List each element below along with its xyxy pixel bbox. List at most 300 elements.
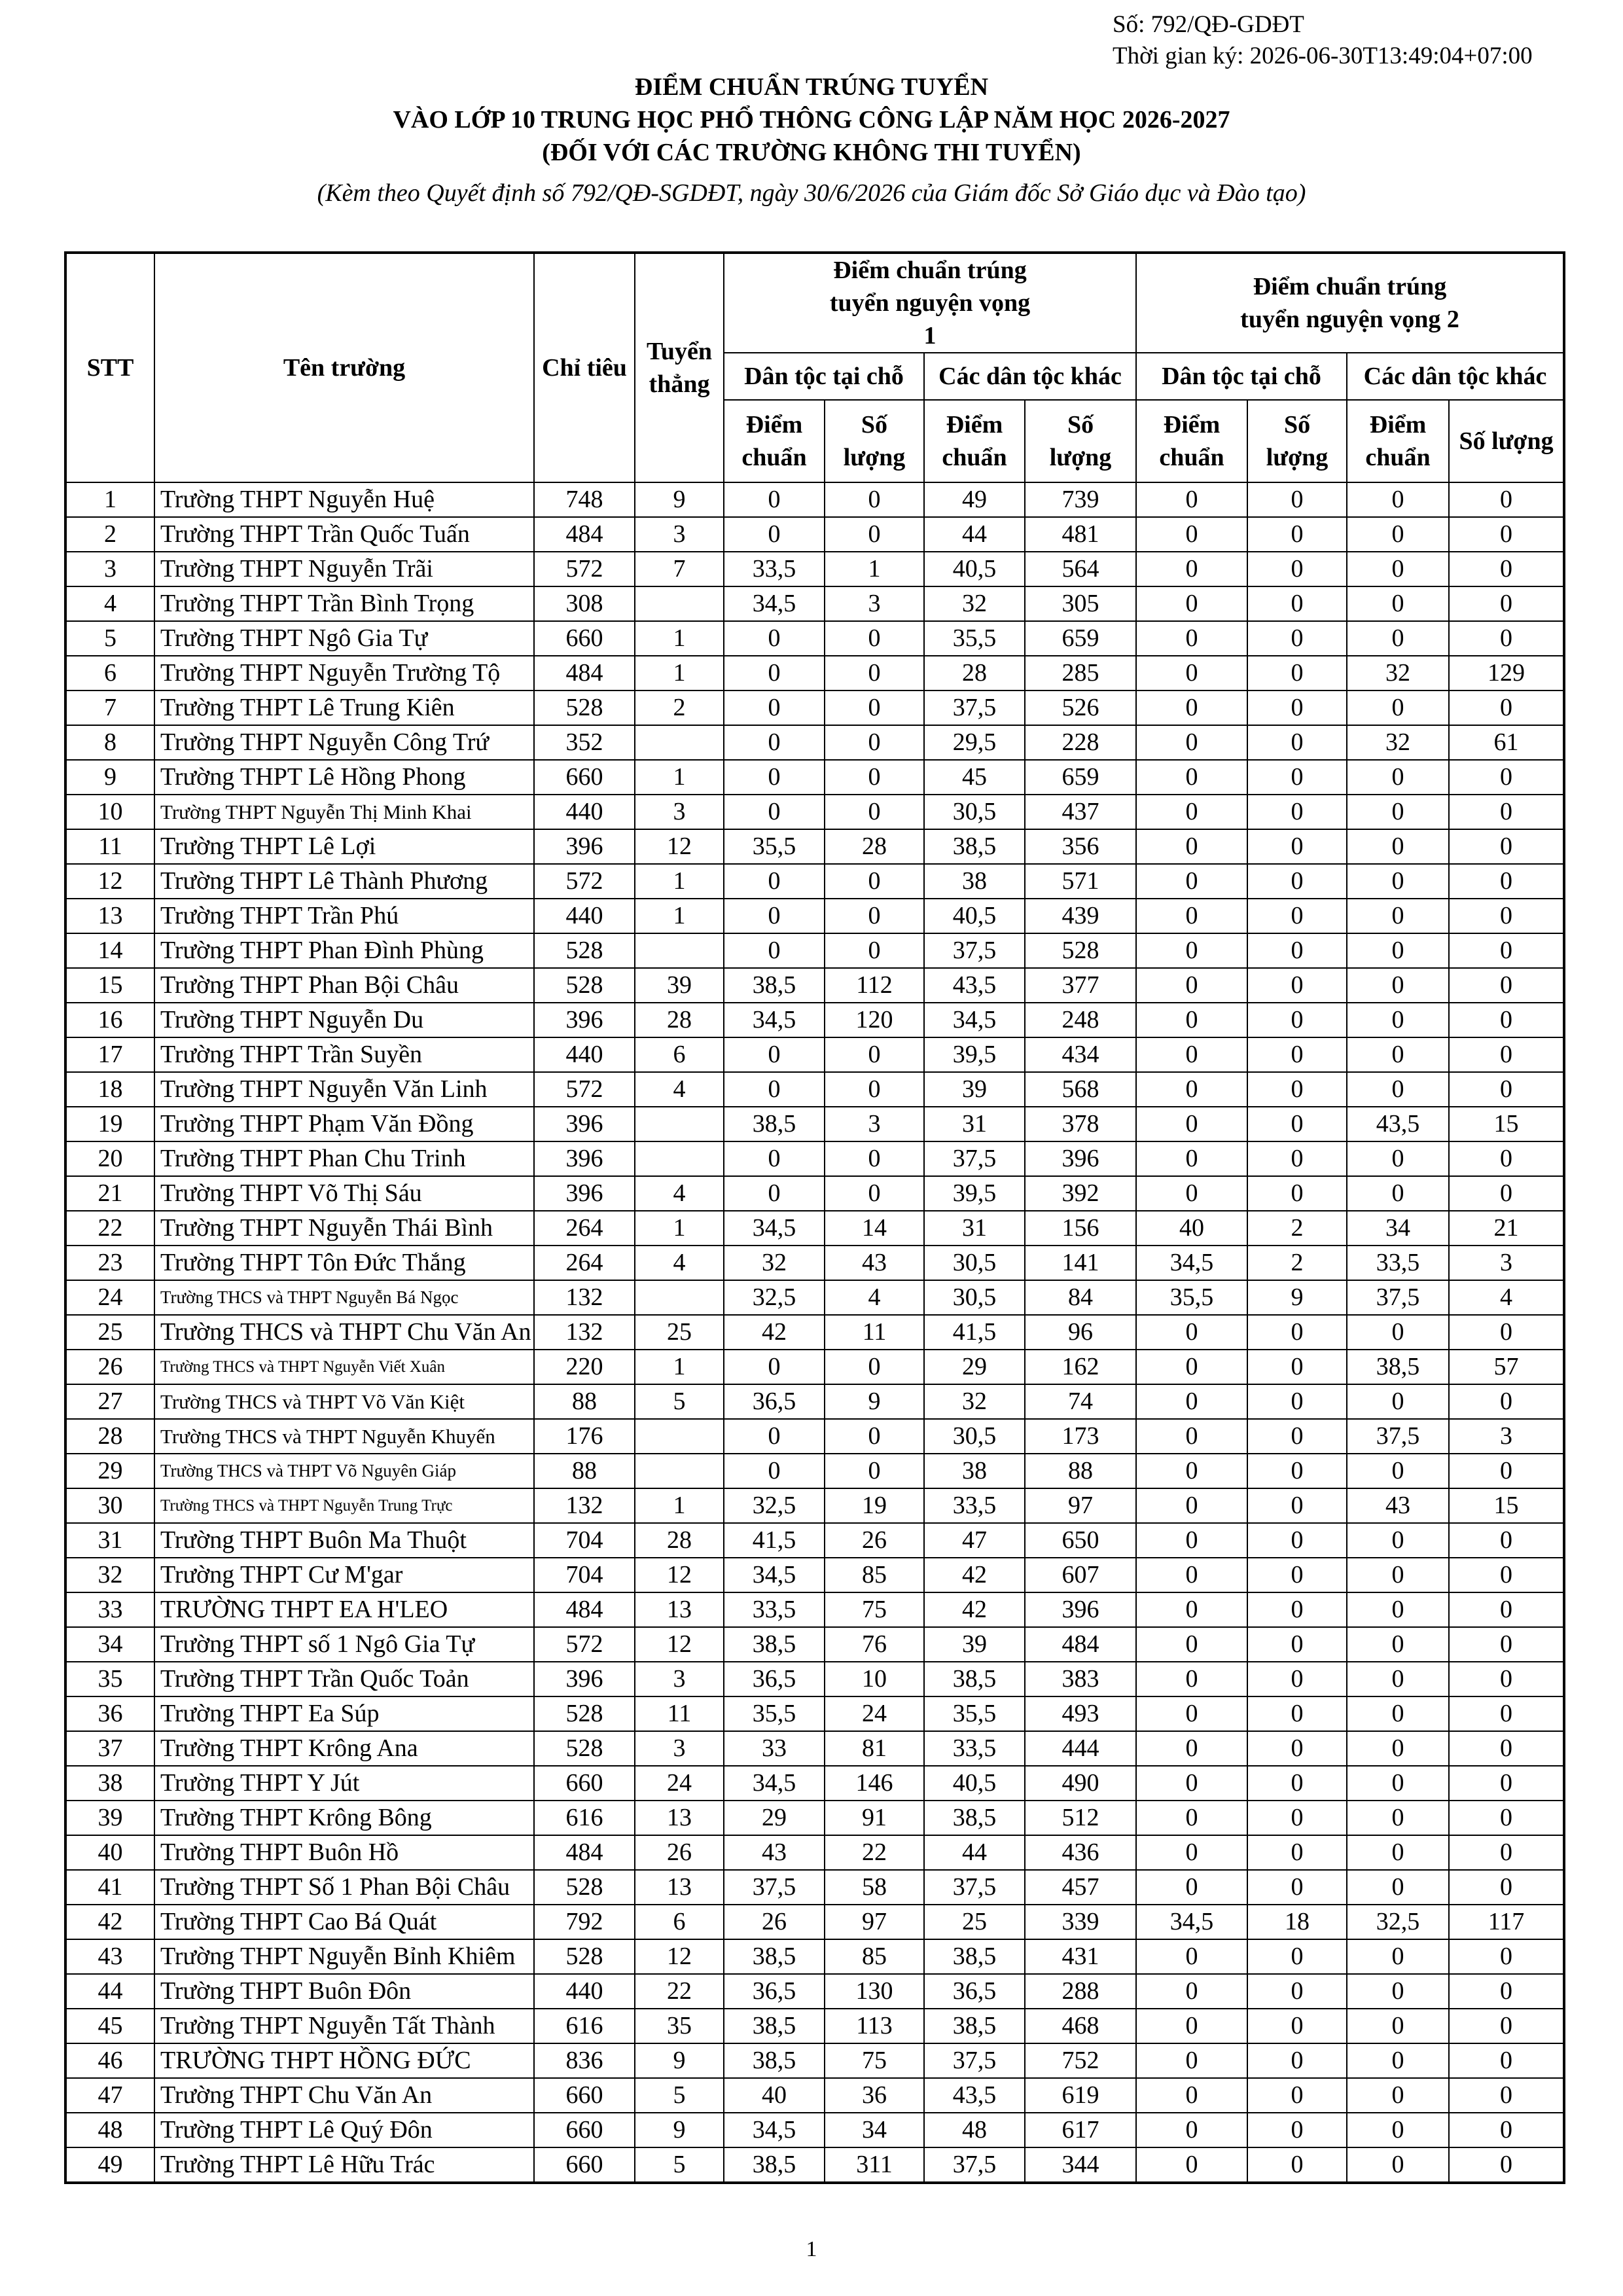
nv2-other-score-cell: 0 — [1347, 2043, 1449, 2078]
quota-cell: 396 — [534, 1662, 635, 1696]
quota-cell: 264 — [534, 1211, 635, 1246]
direct-cell — [635, 1280, 724, 1315]
nv2-other-count-cell: 0 — [1449, 1523, 1564, 1558]
nv2-other-score-cell: 0 — [1347, 2147, 1449, 2183]
nv2-other-score-cell: 0 — [1347, 1003, 1449, 1037]
nv1-local-count-cell: 0 — [825, 725, 924, 760]
nv2-other-count-cell: 3 — [1449, 1419, 1564, 1454]
nv1-local-score-cell: 0 — [724, 760, 825, 795]
quota-cell: 572 — [534, 864, 635, 899]
stt-cell: 35 — [65, 1662, 154, 1696]
nv1-local-count-cell: 28 — [825, 829, 924, 864]
nv1-local-score-cell: 33 — [724, 1731, 825, 1766]
nv2-local-score-cell: 0 — [1136, 760, 1247, 795]
nv1-other-count-cell: 97 — [1025, 1488, 1136, 1523]
nv2-other-score-cell: 0 — [1347, 621, 1449, 656]
nv2-other-count-cell: 4 — [1449, 1280, 1564, 1315]
direct-cell: 12 — [635, 1939, 724, 1974]
school-name-cell: Trường THPT Số 1 Phan Bội Châu — [154, 1870, 534, 1905]
nv2-local-score-cell: 0 — [1136, 795, 1247, 829]
table-row — [65, 2078, 1564, 2113]
direct-cell: 28 — [635, 1003, 724, 1037]
nv1-local-score-cell: 36,5 — [724, 1974, 825, 2009]
quota-cell: 704 — [534, 1523, 635, 1558]
stt-cell: 23 — [65, 1246, 154, 1280]
school-name-cell: Trường THPT Krông Bông — [154, 1801, 534, 1835]
direct-cell: 35 — [635, 2009, 724, 2043]
nv1-other-count-cell: 490 — [1025, 1766, 1136, 1801]
quota-cell: 572 — [534, 552, 635, 586]
nv1-other-score-cell: 44 — [924, 517, 1025, 552]
nv1-local-score-cell: 0 — [724, 933, 825, 968]
nv2-local-score-cell: 0 — [1136, 899, 1247, 933]
nv2-other-score-cell: 32 — [1347, 656, 1449, 691]
nv1-local-score-cell: 34,5 — [724, 1558, 825, 1592]
school-name-cell: Trường THPT Lê Trung Kiên — [154, 691, 534, 725]
stt-cell: 31 — [65, 1523, 154, 1558]
direct-cell: 9 — [635, 2113, 724, 2147]
direct-cell: 12 — [635, 1558, 724, 1592]
nv1-other-score-cell: 31 — [924, 1107, 1025, 1141]
nv2-other-count-cell: 0 — [1449, 829, 1564, 864]
nv2-local-count-cell: 0 — [1247, 1662, 1347, 1696]
nv1-local-score-cell: 32,5 — [724, 1488, 825, 1523]
quota-cell: 528 — [534, 691, 635, 725]
direct-cell: 22 — [635, 1974, 724, 2009]
direct-cell: 5 — [635, 1384, 724, 1419]
quota-cell: 660 — [534, 2078, 635, 2113]
nv2-other-score-cell: 37,5 — [1347, 1280, 1449, 1315]
nv1-other-score-cell: 38,5 — [924, 1939, 1025, 1974]
nv1-other-score-cell: 38,5 — [924, 829, 1025, 864]
nv1-other-score-cell: 43,5 — [924, 968, 1025, 1003]
nv1-other-score-cell: 40,5 — [924, 1766, 1025, 1801]
nv2-other-score-cell: 34 — [1347, 1211, 1449, 1246]
nv1-local-count-cell: 0 — [825, 482, 924, 517]
nv1-local-count-cell: 75 — [825, 2043, 924, 2078]
nv2-local-count-cell: 0 — [1247, 1766, 1347, 1801]
nv1-local-count-cell: 81 — [825, 1731, 924, 1766]
quota-cell: 616 — [534, 1801, 635, 1835]
direct-cell: 3 — [635, 517, 724, 552]
school-name-cell: Trường THPT Trần Bình Trọng — [154, 586, 534, 621]
nv1-local-count-cell: 1 — [825, 552, 924, 586]
nv1-local-score-cell: 42 — [724, 1315, 825, 1350]
nv2-local-count-cell: 0 — [1247, 552, 1347, 586]
stt-cell: 45 — [65, 2009, 154, 2043]
quota-cell: 528 — [534, 1731, 635, 1766]
nv2-other-count-cell: 15 — [1449, 1488, 1564, 1523]
stt-cell: 2 — [65, 517, 154, 552]
school-name-cell: Trường THPT Nguyễn Văn Linh — [154, 1072, 534, 1107]
direct-cell — [635, 586, 724, 621]
nv2-local-score-cell: 0 — [1136, 2043, 1247, 2078]
nv1-other-score-cell: 39,5 — [924, 1176, 1025, 1211]
nv2-local-score-cell: 0 — [1136, 691, 1247, 725]
school-name-cell: Trường THPT Lê Hồng Phong — [154, 760, 534, 795]
nv1-local-count-cell: 0 — [825, 621, 924, 656]
nv2-other-score-cell: 0 — [1347, 968, 1449, 1003]
nv2-local-score-cell: 0 — [1136, 1801, 1247, 1835]
nv2-other-count-cell: 0 — [1449, 1801, 1564, 1835]
nv2-other-score-cell: 0 — [1347, 1592, 1449, 1627]
nv2-local-score-cell: 0 — [1136, 829, 1247, 864]
stt-cell: 6 — [65, 656, 154, 691]
nv1-local-score-cell: 38,5 — [724, 2147, 825, 2183]
stt-cell: 1 — [65, 482, 154, 517]
nv2-local-score-cell: 0 — [1136, 968, 1247, 1003]
nv1-other-score-cell: 32 — [924, 586, 1025, 621]
quota-cell: 528 — [534, 1870, 635, 1905]
stt-cell: 49 — [65, 2147, 154, 2183]
nv2-other-score-cell: 37,5 — [1347, 1419, 1449, 1454]
nv2-local-score-cell: 34,5 — [1136, 1246, 1247, 1280]
school-name-cell: Trường THPT Lê Lợi — [154, 829, 534, 864]
nv1-local-score-cell: 0 — [724, 517, 825, 552]
header-nv2: Điểm chuẩn trúng tuyển nguyện vọng 2 — [1136, 253, 1564, 353]
stt-cell: 42 — [65, 1905, 154, 1939]
nv2-local-score-cell: 0 — [1136, 656, 1247, 691]
school-name-cell: Trường THPT Nguyễn Du — [154, 1003, 534, 1037]
nv1-other-count-cell: 739 — [1025, 482, 1136, 517]
nv1-other-count-cell: 228 — [1025, 725, 1136, 760]
nv1-local-score-cell: 0 — [724, 1419, 825, 1454]
nv2-local-score-cell: 35,5 — [1136, 1280, 1247, 1315]
nv2-local-count-cell: 0 — [1247, 1731, 1347, 1766]
school-name-cell: Trường THCS và THPT Nguyễn Trung Trực — [154, 1488, 534, 1523]
nv1-other-score-cell: 38 — [924, 864, 1025, 899]
table-row — [65, 1037, 1564, 1072]
nv2-local-score-cell: 0 — [1136, 1072, 1247, 1107]
nv2-other-count-cell: 0 — [1449, 1835, 1564, 1870]
quota-cell: 748 — [534, 482, 635, 517]
nv1-other-count-cell: 162 — [1025, 1350, 1136, 1384]
nv1-other-score-cell: 38,5 — [924, 1801, 1025, 1835]
direct-cell: 9 — [635, 482, 724, 517]
nv1-other-score-cell: 47 — [924, 1523, 1025, 1558]
nv2-local-count-cell: 0 — [1247, 1835, 1347, 1870]
table-row — [65, 1523, 1564, 1558]
nv1-local-count-cell: 85 — [825, 1939, 924, 1974]
direct-cell: 1 — [635, 1350, 724, 1384]
nv2-local-count-cell: 0 — [1247, 1627, 1347, 1662]
quota-cell: 484 — [534, 1835, 635, 1870]
nv2-other-score-cell: 38,5 — [1347, 1350, 1449, 1384]
nv2-local-score-cell: 0 — [1136, 1627, 1247, 1662]
stt-cell: 19 — [65, 1107, 154, 1141]
nv2-local-count-cell: 0 — [1247, 586, 1347, 621]
direct-cell: 28 — [635, 1523, 724, 1558]
nv2-local-score-cell: 0 — [1136, 1558, 1247, 1592]
nv1-local-count-cell: 0 — [825, 795, 924, 829]
nv1-other-score-cell: 35,5 — [924, 1696, 1025, 1731]
nv2-other-count-cell: 0 — [1449, 1558, 1564, 1592]
decision-number: Số: 792/QĐ-GDĐT — [1113, 11, 1304, 38]
nv2-other-score-cell: 43,5 — [1347, 1107, 1449, 1141]
nv1-local-score-cell: 32 — [724, 1246, 825, 1280]
table-row — [65, 968, 1564, 1003]
school-name-cell: Trường THPT Phan Chu Trinh — [154, 1141, 534, 1176]
quota-cell: 132 — [534, 1315, 635, 1350]
nv1-local-score-cell: 32,5 — [724, 1280, 825, 1315]
stt-cell: 20 — [65, 1141, 154, 1176]
nv1-local-count-cell: 43 — [825, 1246, 924, 1280]
document-title-block — [0, 71, 1623, 209]
nv2-local-score-cell: 0 — [1136, 933, 1247, 968]
table-row — [65, 795, 1564, 829]
table-row — [65, 1176, 1564, 1211]
title-line-1: ĐIỂM CHUẨN TRÚNG TUYỂN — [634, 73, 989, 101]
stt-cell: 47 — [65, 2078, 154, 2113]
nv1-other-count-cell: 564 — [1025, 552, 1136, 586]
nv1-local-count-cell: 75 — [825, 1592, 924, 1627]
quota-cell: 132 — [534, 1488, 635, 1523]
nv1-local-count-cell: 0 — [825, 656, 924, 691]
direct-cell: 6 — [635, 1037, 724, 1072]
nv2-other-score-cell: 0 — [1347, 2113, 1449, 2147]
nv2-local-count-cell: 0 — [1247, 1141, 1347, 1176]
nv1-local-score-cell: 0 — [724, 1141, 825, 1176]
quota-cell: 660 — [534, 2113, 635, 2147]
nv1-other-score-cell: 41,5 — [924, 1315, 1025, 1350]
nv2-other-score-cell: 0 — [1347, 795, 1449, 829]
nv2-other-count-cell: 0 — [1449, 2078, 1564, 2113]
header-stt: STT — [65, 253, 154, 482]
table-row — [65, 1731, 1564, 1766]
stt-cell: 13 — [65, 899, 154, 933]
quota-cell: 308 — [534, 586, 635, 621]
school-name-cell: Trường THCS và THPT Nguyễn Bá Ngọc — [154, 1280, 534, 1315]
nv2-local-count-cell: 2 — [1247, 1211, 1347, 1246]
nv2-other-score-cell: 0 — [1347, 2009, 1449, 2043]
nv2-other-count-cell: 0 — [1449, 968, 1564, 1003]
direct-cell — [635, 933, 724, 968]
nv1-other-score-cell: 37,5 — [924, 2147, 1025, 2183]
school-name-cell: Trường THCS và THPT Võ Nguyên Giáp — [154, 1454, 534, 1488]
nv2-other-count-cell: 0 — [1449, 1384, 1564, 1419]
nv2-local-score-cell: 0 — [1136, 1870, 1247, 1905]
nv1-other-score-cell: 45 — [924, 760, 1025, 795]
school-name-cell: Trường THPT Nguyễn Thị Minh Khai — [154, 795, 534, 829]
nv2-local-score-cell: 0 — [1136, 1454, 1247, 1488]
nv2-local-count-cell: 0 — [1247, 1592, 1347, 1627]
table-row — [65, 691, 1564, 725]
stt-cell: 7 — [65, 691, 154, 725]
nv1-other-score-cell: 29 — [924, 1350, 1025, 1384]
nv1-local-count-cell: 97 — [825, 1905, 924, 1939]
nv1-other-count-cell: 512 — [1025, 1801, 1136, 1835]
nv2-local-score-cell: 0 — [1136, 1939, 1247, 1974]
nv2-local-count-cell: 0 — [1247, 517, 1347, 552]
header-nv2-local: Dân tộc tại chỗ — [1136, 353, 1347, 400]
nv2-local-score-cell: 0 — [1136, 2078, 1247, 2113]
stt-cell: 16 — [65, 1003, 154, 1037]
nv2-other-score-cell: 0 — [1347, 1766, 1449, 1801]
table-row — [65, 656, 1564, 691]
table-row — [65, 1315, 1564, 1350]
nv2-other-count-cell: 57 — [1449, 1350, 1564, 1384]
nv2-other-score-cell: 0 — [1347, 1870, 1449, 1905]
nv1-local-score-cell: 0 — [724, 1037, 825, 1072]
nv2-local-count-cell: 2 — [1247, 1246, 1347, 1280]
table-row — [65, 517, 1564, 552]
nv1-other-score-cell: 42 — [924, 1558, 1025, 1592]
stt-cell: 15 — [65, 968, 154, 1003]
nv1-other-score-cell: 32 — [924, 1384, 1025, 1419]
nv2-other-count-cell: 0 — [1449, 517, 1564, 552]
school-name-cell: Trường THPT Võ Thị Sáu — [154, 1176, 534, 1211]
quota-cell: 528 — [534, 968, 635, 1003]
nv2-local-count-cell: 0 — [1247, 1384, 1347, 1419]
nv1-local-count-cell: 0 — [825, 1454, 924, 1488]
nv2-local-score-cell: 0 — [1136, 552, 1247, 586]
nv1-local-count-cell: 0 — [825, 691, 924, 725]
nv2-local-count-cell: 0 — [1247, 1315, 1347, 1350]
nv2-other-score-cell: 0 — [1347, 1627, 1449, 1662]
nv2-other-count-cell: 0 — [1449, 795, 1564, 829]
direct-cell: 9 — [635, 2043, 724, 2078]
direct-cell: 1 — [635, 760, 724, 795]
stt-cell: 17 — [65, 1037, 154, 1072]
nv2-other-count-cell: 0 — [1449, 1315, 1564, 1350]
table-row — [65, 1627, 1564, 1662]
direct-cell: 13 — [635, 1592, 724, 1627]
direct-cell: 3 — [635, 1662, 724, 1696]
direct-cell: 5 — [635, 2078, 724, 2113]
stt-cell: 28 — [65, 1419, 154, 1454]
nv1-other-count-cell: 493 — [1025, 1696, 1136, 1731]
nv1-other-count-cell: 444 — [1025, 1731, 1136, 1766]
nv2-other-score-cell: 0 — [1347, 691, 1449, 725]
direct-cell: 12 — [635, 1627, 724, 1662]
stt-cell: 24 — [65, 1280, 154, 1315]
nv1-other-count-cell: 650 — [1025, 1523, 1136, 1558]
nv2-local-score-cell: 0 — [1136, 1592, 1247, 1627]
direct-cell: 11 — [635, 1696, 724, 1731]
table-row — [65, 1592, 1564, 1627]
document-subtitle: (Kèm theo Quyết định số 792/QĐ-SGDĐT, ngày 30/6/2026 của Giám đốc Sở Giáo dục và Đào tạo) — [317, 179, 1306, 207]
table-row — [65, 1558, 1564, 1592]
table-row — [65, 725, 1564, 760]
nv1-other-score-cell: 28 — [924, 656, 1025, 691]
nv2-other-count-cell: 0 — [1449, 1662, 1564, 1696]
stt-cell: 34 — [65, 1627, 154, 1662]
school-name-cell: Trường THPT Trần Quốc Tuấn — [154, 517, 534, 552]
school-name-cell: Trường THPT Trần Phú — [154, 899, 534, 933]
nv1-local-score-cell: 0 — [724, 725, 825, 760]
quota-cell: 396 — [534, 1107, 635, 1141]
stt-cell: 5 — [65, 621, 154, 656]
nv1-other-count-cell: 617 — [1025, 2113, 1136, 2147]
nv2-other-score-cell: 0 — [1347, 864, 1449, 899]
nv2-local-count-cell: 9 — [1247, 1280, 1347, 1315]
nv2-other-count-cell: 3 — [1449, 1246, 1564, 1280]
nv2-local-score-cell: 0 — [1136, 1003, 1247, 1037]
direct-cell: 4 — [635, 1072, 724, 1107]
nv1-local-count-cell: 58 — [825, 1870, 924, 1905]
school-name-cell: Trường THPT Nguyễn Trường Tộ — [154, 656, 534, 691]
quota-cell: 528 — [534, 933, 635, 968]
header-score: Điểm chuẩn — [1136, 400, 1247, 482]
nv1-local-count-cell: 0 — [825, 1141, 924, 1176]
quota-cell: 660 — [534, 1766, 635, 1801]
direct-cell: 1 — [635, 1211, 724, 1246]
header-quota: Chỉ tiêu — [534, 253, 635, 482]
school-name-cell: Trường THPT Buôn Ma Thuột — [154, 1523, 534, 1558]
nv1-other-count-cell: 619 — [1025, 2078, 1136, 2113]
stt-cell: 26 — [65, 1350, 154, 1384]
table-row — [65, 1835, 1564, 1870]
table-row — [65, 1454, 1564, 1488]
nv1-other-count-cell: 481 — [1025, 517, 1136, 552]
nv1-local-score-cell: 33,5 — [724, 552, 825, 586]
nv2-other-count-cell: 21 — [1449, 1211, 1564, 1246]
table-row — [65, 1870, 1564, 1905]
table-row — [65, 621, 1564, 656]
stt-cell: 8 — [65, 725, 154, 760]
nv1-other-score-cell: 30,5 — [924, 795, 1025, 829]
nv2-local-count-cell: 0 — [1247, 1870, 1347, 1905]
nv1-local-count-cell: 0 — [825, 1419, 924, 1454]
nv2-other-score-cell: 32,5 — [1347, 1905, 1449, 1939]
nv2-local-count-cell: 0 — [1247, 1037, 1347, 1072]
nv2-local-score-cell: 0 — [1136, 1176, 1247, 1211]
nv1-other-count-cell: 378 — [1025, 1107, 1136, 1141]
school-name-cell: TRƯỜNG THPT HỒNG ĐỨC — [154, 2043, 534, 2078]
nv2-other-count-cell: 129 — [1449, 656, 1564, 691]
nv2-local-count-cell: 0 — [1247, 656, 1347, 691]
quota-cell: 440 — [534, 1037, 635, 1072]
nv1-other-count-cell: 526 — [1025, 691, 1136, 725]
nv1-local-count-cell: 146 — [825, 1766, 924, 1801]
quota-cell: 132 — [534, 1280, 635, 1315]
direct-cell: 7 — [635, 552, 724, 586]
school-name-cell: Trường THPT Trần Suyền — [154, 1037, 534, 1072]
nv1-local-count-cell: 3 — [825, 1107, 924, 1141]
school-name-cell: Trường THPT Nguyễn Bỉnh Khiêm — [154, 1939, 534, 1974]
table-row — [65, 1280, 1564, 1315]
table-row — [65, 552, 1564, 586]
nv2-local-count-cell: 0 — [1247, 1488, 1347, 1523]
nv1-local-count-cell: 0 — [825, 864, 924, 899]
table-row — [65, 1905, 1564, 1939]
nv2-other-count-cell: 0 — [1449, 1072, 1564, 1107]
stt-cell: 14 — [65, 933, 154, 968]
direct-cell: 12 — [635, 829, 724, 864]
nv2-other-score-cell: 0 — [1347, 482, 1449, 517]
nv1-other-count-cell: 377 — [1025, 968, 1136, 1003]
nv1-other-score-cell: 37,5 — [924, 2043, 1025, 2078]
signature-stamp — [1113, 9, 1533, 72]
nv2-other-count-cell: 0 — [1449, 760, 1564, 795]
nv2-local-count-cell: 0 — [1247, 1107, 1347, 1141]
nv2-local-score-cell: 0 — [1136, 1488, 1247, 1523]
nv1-local-score-cell: 0 — [724, 1350, 825, 1384]
school-name-cell: Trường THPT Lê Quý Đôn — [154, 2113, 534, 2147]
stt-cell: 32 — [65, 1558, 154, 1592]
nv1-other-score-cell: 25 — [924, 1905, 1025, 1939]
nv2-local-score-cell: 0 — [1136, 1037, 1247, 1072]
nv2-local-count-cell: 0 — [1247, 1176, 1347, 1211]
nv2-local-score-cell: 0 — [1136, 1315, 1247, 1350]
direct-cell: 1 — [635, 621, 724, 656]
nv1-other-score-cell: 39 — [924, 1072, 1025, 1107]
direct-cell: 6 — [635, 1905, 724, 1939]
nv2-other-score-cell: 0 — [1347, 1696, 1449, 1731]
table-row — [65, 1107, 1564, 1141]
direct-cell — [635, 1454, 724, 1488]
stt-cell: 36 — [65, 1696, 154, 1731]
